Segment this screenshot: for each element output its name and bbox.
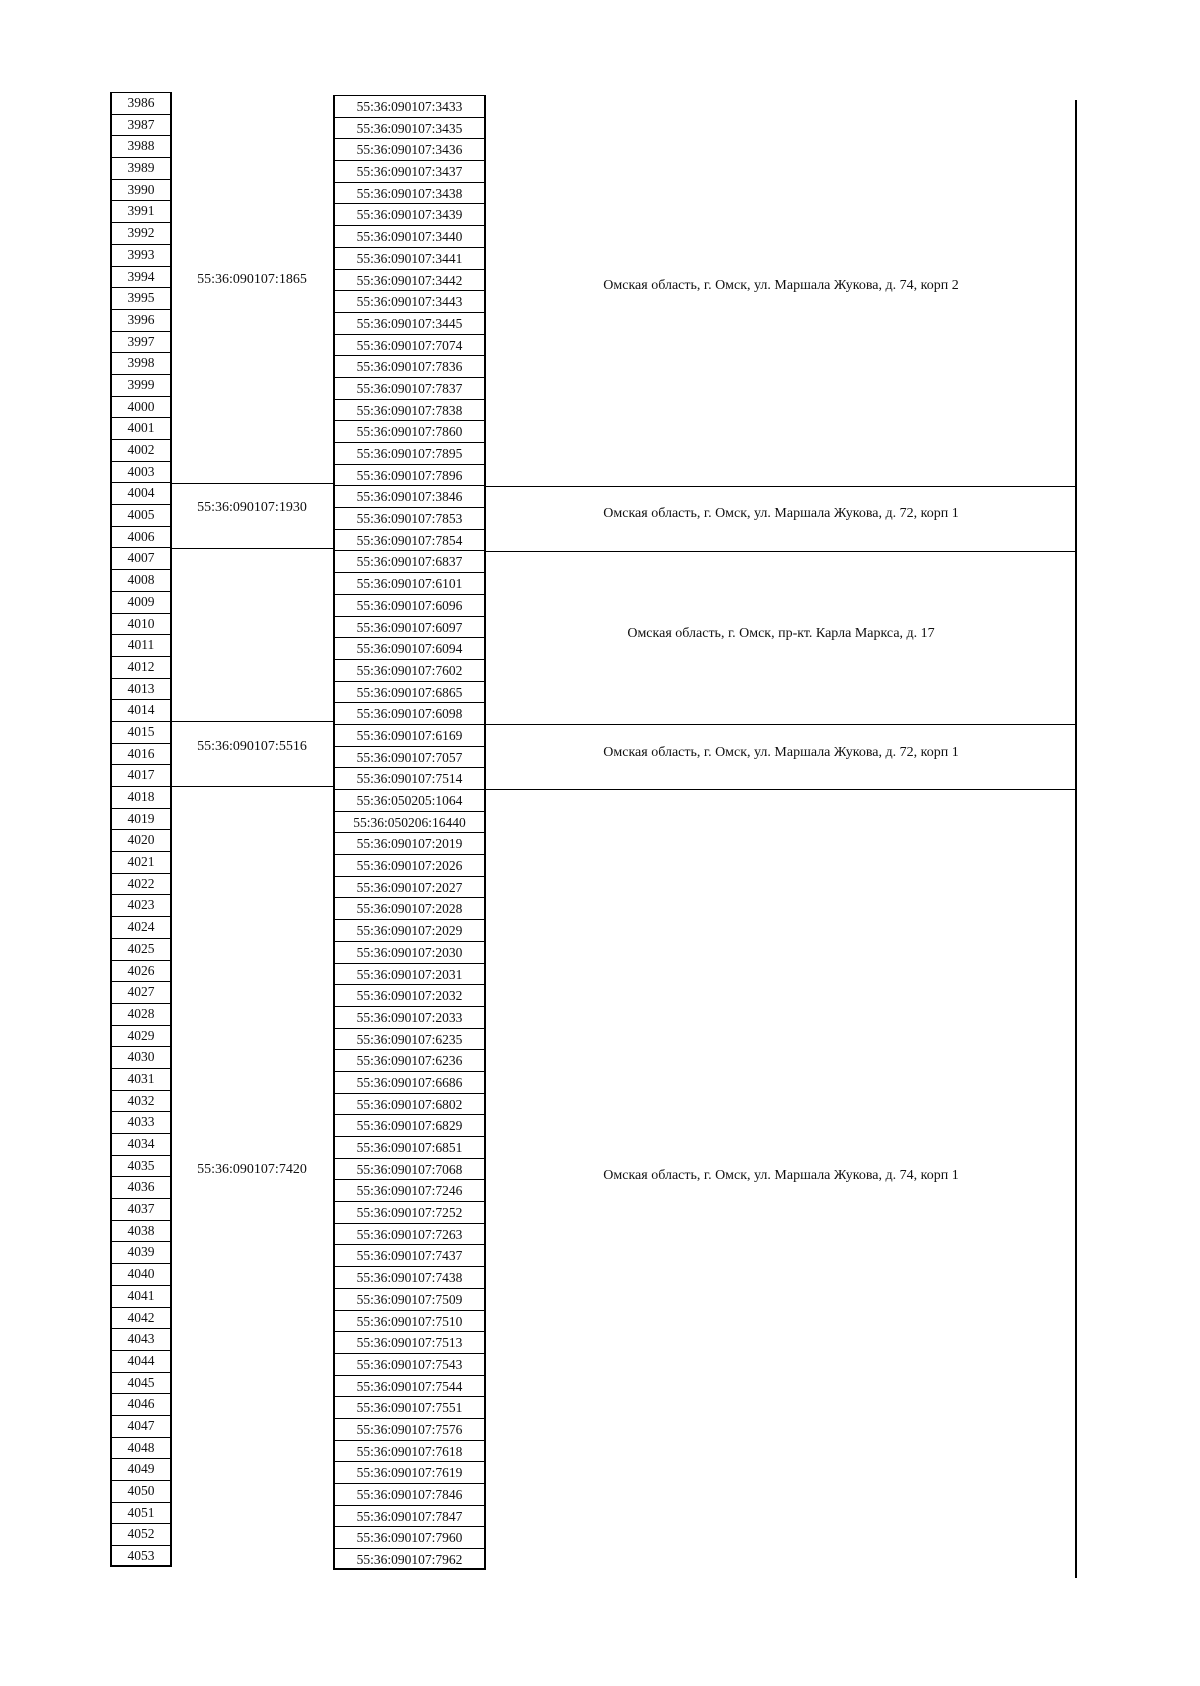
parent-cadastral-number: 55:36:090107:7420 <box>197 1162 307 1177</box>
cadastral-number: 55:36:090107:6802 <box>333 1093 486 1115</box>
cadastral-number: 55:36:090107:6169 <box>333 724 486 746</box>
group-separator <box>172 786 333 787</box>
row-number: 4003 <box>110 461 172 483</box>
cadastral-number: 55:36:090107:2030 <box>333 941 486 963</box>
cadastral-number: 55:36:090107:3433 <box>333 95 486 117</box>
cadastral-number: 55:36:090107:7895 <box>333 442 486 464</box>
row-number: 4025 <box>110 938 172 960</box>
row-number: 4037 <box>110 1198 172 1220</box>
row-number: 3993 <box>110 244 172 266</box>
cadastral-number: 55:36:090107:3442 <box>333 269 486 291</box>
cadastral-number: 55:36:090107:7576 <box>333 1418 486 1440</box>
cadastral-number: 55:36:090107:7853 <box>333 507 486 529</box>
row-number: 4013 <box>110 678 172 700</box>
cadastral-number: 55:36:090107:6098 <box>333 702 486 724</box>
row-number: 4014 <box>110 699 172 721</box>
cadastral-number: 55:36:090107:7513 <box>333 1331 486 1353</box>
row-number: 4039 <box>110 1241 172 1263</box>
row-number: 4002 <box>110 439 172 461</box>
row-number: 4046 <box>110 1393 172 1415</box>
cadastral-number: 55:36:090107:7854 <box>333 529 486 551</box>
row-number: 4016 <box>110 743 172 765</box>
row-number: 4041 <box>110 1285 172 1307</box>
address-text: Омская область, г. Омск, пр-кт. Карла Маркса, д. 17 <box>627 625 935 641</box>
parent-cadastral-number: 55:36:090107:5516 <box>197 738 307 754</box>
row-number: 4017 <box>110 764 172 786</box>
cadastral-number: 55:36:090107:7838 <box>333 399 486 421</box>
cadastral-number: 55:36:090107:7252 <box>333 1201 486 1223</box>
row-number: 3999 <box>110 374 172 396</box>
row-number: 4012 <box>110 656 172 678</box>
row-number: 4021 <box>110 851 172 873</box>
row-number: 4031 <box>110 1068 172 1090</box>
cadastral-number: 55:36:090107:2033 <box>333 1006 486 1028</box>
cadastral-number: 55:36:090107:6686 <box>333 1071 486 1093</box>
row-number: 4052 <box>110 1523 172 1545</box>
cadastral-number: 55:36:090107:7437 <box>333 1244 486 1266</box>
cadastral-number: 55:36:090107:6101 <box>333 572 486 594</box>
cadastral-number: 55:36:090107:7847 <box>333 1505 486 1527</box>
cadastral-number: 55:36:090107:6235 <box>333 1028 486 1050</box>
row-number: 4028 <box>110 1003 172 1025</box>
row-number: 4036 <box>110 1176 172 1198</box>
row-number: 4022 <box>110 873 172 895</box>
cadastral-number: 55:36:050206:16440 <box>333 811 486 833</box>
cadastral-number: 55:36:050205:1064 <box>333 789 486 811</box>
cadastral-number: 55:36:090107:6097 <box>333 616 486 638</box>
cadastral-number: 55:36:090107:6236 <box>333 1049 486 1071</box>
row-number: 4011 <box>110 634 172 656</box>
cadastral-number: 55:36:090107:7543 <box>333 1353 486 1375</box>
group-separator <box>172 548 333 549</box>
row-number: 4033 <box>110 1111 172 1133</box>
row-number: 4024 <box>110 916 172 938</box>
cadastral-number: 55:36:090107:7860 <box>333 420 486 442</box>
row-number: 4040 <box>110 1263 172 1285</box>
right-border-line <box>1075 100 1077 1578</box>
row-number: 4038 <box>110 1220 172 1242</box>
cadastral-number: 55:36:090107:3438 <box>333 182 486 204</box>
cadastral-number: 55:36:090107:3439 <box>333 203 486 225</box>
cadastral-number: 55:36:090107:7438 <box>333 1266 486 1288</box>
cadastral-number: 55:36:090107:7960 <box>333 1526 486 1548</box>
cadastral-number: 55:36:090107:2027 <box>333 876 486 898</box>
row-number: 4047 <box>110 1415 172 1437</box>
cadastral-number: 55:36:090107:7837 <box>333 377 486 399</box>
row-number: 4048 <box>110 1437 172 1459</box>
row-number: 4005 <box>110 504 172 526</box>
parent-cadastral-number: 55:36:090107:1865 <box>197 272 307 288</box>
cadastral-number: 55:36:090107:7836 <box>333 355 486 377</box>
cadastral-number: 55:36:090107:3846 <box>333 485 486 507</box>
cadastral-number: 55:36:090107:6094 <box>333 637 486 659</box>
address-text: Омская область, г. Омск, ул. Маршала Жукова, д. 72, корп 1 <box>603 744 959 760</box>
row-number: 4049 <box>110 1458 172 1480</box>
row-number: 4020 <box>110 829 172 851</box>
group-separator <box>172 483 333 484</box>
cadastral-number: 55:36:090107:7510 <box>333 1310 486 1332</box>
cadastral-number: 55:36:090107:7544 <box>333 1375 486 1397</box>
cadastral-number: 55:36:090107:7263 <box>333 1223 486 1245</box>
cadastral-number: 55:36:090107:3443 <box>333 290 486 312</box>
address-text: Омская область, г. Омск, ул. Маршала Жукова, д. 72, корп 1 <box>603 506 959 522</box>
row-number: 3989 <box>110 157 172 179</box>
row-number: 4027 <box>110 981 172 1003</box>
cadastral-number: 55:36:090107:7846 <box>333 1483 486 1505</box>
cadastral-number: 55:36:090107:7618 <box>333 1440 486 1462</box>
row-number: 4053 <box>110 1545 172 1567</box>
row-number: 4008 <box>110 569 172 591</box>
row-number: 4019 <box>110 808 172 830</box>
row-number: 4006 <box>110 526 172 548</box>
row-number-column <box>110 92 172 1567</box>
row-number: 3990 <box>110 179 172 201</box>
cadastral-number: 55:36:090107:2029 <box>333 919 486 941</box>
cadastral-number: 55:36:090107:7962 <box>333 1548 486 1570</box>
cadastral-number: 55:36:090107:7057 <box>333 746 486 768</box>
row-number: 4015 <box>110 721 172 743</box>
row-number: 4029 <box>110 1025 172 1047</box>
cadastral-number: 55:36:090107:3435 <box>333 117 486 139</box>
cadastral-number: 55:36:090107:7068 <box>333 1158 486 1180</box>
cadastral-number: 55:36:090107:7602 <box>333 659 486 681</box>
row-number: 4032 <box>110 1090 172 1112</box>
cadastral-number: 55:36:090107:6865 <box>333 681 486 703</box>
row-number: 4009 <box>110 591 172 613</box>
group-separator <box>486 486 1076 487</box>
cadastral-number: 55:36:090107:2026 <box>333 854 486 876</box>
cadastral-number: 55:36:090107:7074 <box>333 334 486 356</box>
cadastral-number: 55:36:090107:7551 <box>333 1396 486 1418</box>
cadastral-number: 55:36:090107:6837 <box>333 550 486 572</box>
row-number: 4045 <box>110 1372 172 1394</box>
row-number: 4001 <box>110 417 172 439</box>
cadastral-number: 55:36:090107:3445 <box>333 312 486 334</box>
row-number: 3987 <box>110 114 172 136</box>
cadastral-number: 55:36:090107:3436 <box>333 138 486 160</box>
row-number: 4030 <box>110 1046 172 1068</box>
row-number: 4042 <box>110 1307 172 1329</box>
cadastral-number: 55:36:090107:2028 <box>333 897 486 919</box>
parent-cadastral-number: 55:36:090107:1930 <box>197 500 307 516</box>
row-number: 3996 <box>110 309 172 331</box>
group-separator <box>486 551 1076 552</box>
row-number: 4004 <box>110 482 172 504</box>
cadastral-number: 55:36:090107:7514 <box>333 767 486 789</box>
cadastral-number-column <box>333 95 486 1570</box>
cadastral-number: 55:36:090107:7509 <box>333 1288 486 1310</box>
group-separator <box>486 789 1076 790</box>
row-number: 4051 <box>110 1502 172 1524</box>
row-number: 3998 <box>110 352 172 374</box>
cadastral-number: 55:36:090107:7896 <box>333 464 486 486</box>
cadastral-number: 55:36:090107:2031 <box>333 963 486 985</box>
row-number: 3994 <box>110 266 172 288</box>
row-number: 4043 <box>110 1328 172 1350</box>
cadastral-number: 55:36:090107:7246 <box>333 1179 486 1201</box>
row-number: 3992 <box>110 222 172 244</box>
row-number: 4010 <box>110 613 172 635</box>
row-number: 4044 <box>110 1350 172 1372</box>
row-number: 3988 <box>110 135 172 157</box>
address-text: Омская область, г. Омск, ул. Маршала Жукова, д. 74, корп 2 <box>603 278 959 294</box>
address-text: Омская область, г. Омск, ул. Маршала Жукова, д. 74, корп 1 <box>603 1168 959 1183</box>
row-number: 3997 <box>110 331 172 353</box>
row-number: 4034 <box>110 1133 172 1155</box>
row-number: 4000 <box>110 396 172 418</box>
cadastral-number: 55:36:090107:2032 <box>333 984 486 1006</box>
cadastral-number: 55:36:090107:3441 <box>333 247 486 269</box>
row-number: 4007 <box>110 547 172 569</box>
row-number: 4023 <box>110 894 172 916</box>
cadastral-number: 55:36:090107:2019 <box>333 832 486 854</box>
cadastral-number: 55:36:090107:6851 <box>333 1136 486 1158</box>
cadastral-number: 55:36:090107:3440 <box>333 225 486 247</box>
row-number: 3991 <box>110 200 172 222</box>
cadastral-number: 55:36:090107:7619 <box>333 1461 486 1483</box>
row-number: 3986 <box>110 92 172 114</box>
group-separator <box>172 721 333 722</box>
row-number: 4035 <box>110 1155 172 1177</box>
row-number: 4018 <box>110 786 172 808</box>
cadastral-number: 55:36:090107:6829 <box>333 1114 486 1136</box>
cadastral-number: 55:36:090107:3437 <box>333 160 486 182</box>
group-separator <box>486 724 1076 725</box>
row-number: 3995 <box>110 287 172 309</box>
row-number: 4026 <box>110 960 172 982</box>
cadastral-number: 55:36:090107:6096 <box>333 594 486 616</box>
row-number: 4050 <box>110 1480 172 1502</box>
